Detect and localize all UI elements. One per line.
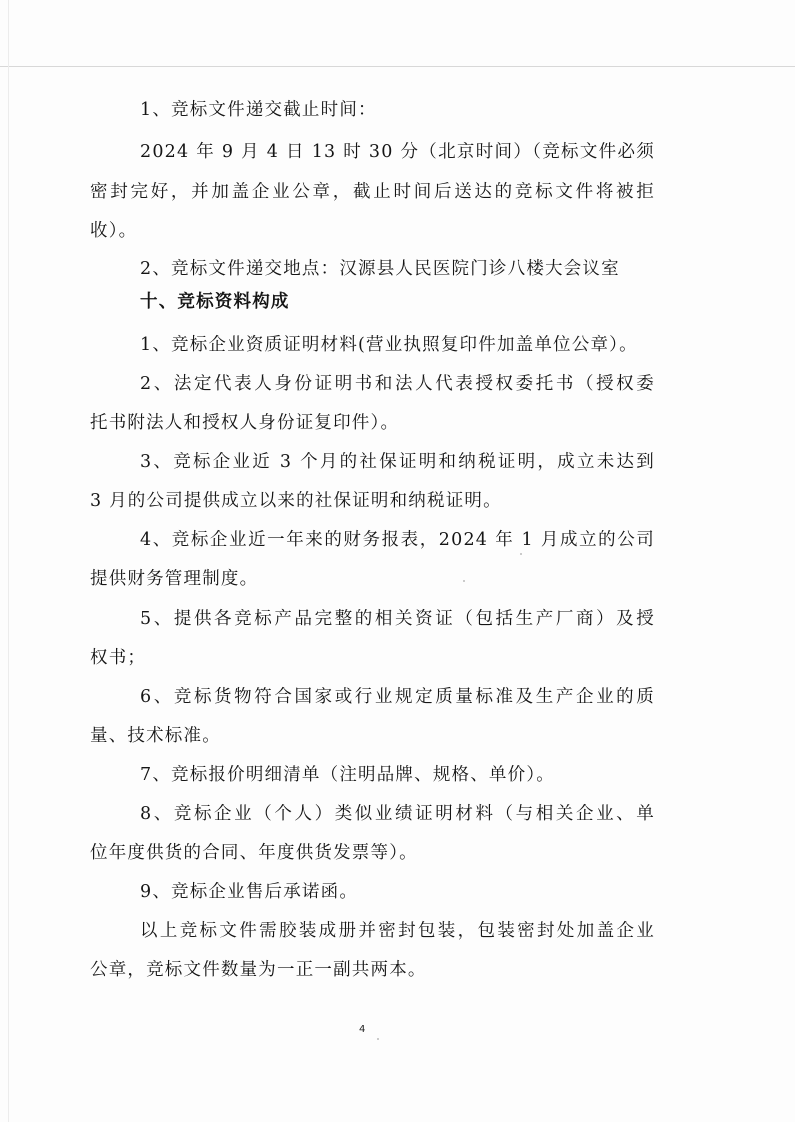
line-item-6-continued: 量、技术标准。 (90, 726, 221, 746)
scan-speck (377, 1038, 379, 1040)
line-item-7: 7、竞标报价明细清单（注明品牌、规格、单价）。 (140, 765, 555, 785)
line-item-4: 4、竞标企业近一年来的财务报表，2024 年 1 月成立的公司 (140, 530, 655, 550)
line-item-1: 1、竞标企业资质证明材料(营业执照复印件加盖单位公章）。 (140, 335, 638, 355)
scan-edge-left (8, 0, 9, 1122)
scan-speck (463, 580, 465, 582)
line-item-2: 2、法定代表人身份证明书和法人代表授权委托书（授权委 (140, 374, 655, 394)
line-item-4-continued: 提供财务管理制度。 (90, 569, 259, 589)
line-item-6: 6、竞标货物符合国家或行业规定质量标准及生产企业的质 (140, 687, 655, 707)
line-deadline-time: 2024 年 9 月 4 日 13 时 30 分（北京时间）（竞标文件必须 (140, 142, 655, 162)
line-item-9: 9、竞标企业售后承诺函。 (140, 882, 359, 902)
line-submission-deadline-title: 1、竞标文件递交截止时间： (140, 100, 377, 120)
scan-edge-top (0, 66, 795, 67)
scan-speck (520, 553, 522, 555)
line-item-8: 8、竞标企业（个人）类似业绩证明材料（与相关企业、单 (140, 804, 655, 824)
line-item-3: 3、竞标企业近 3 个月的社保证明和纳税证明，成立未达到 (140, 452, 655, 472)
line-item-3-continued: 3 月的公司提供成立以来的社保证明和纳税证明。 (90, 491, 502, 511)
line-item-2-continued: 托书附法人和授权人身份证复印件）。 (90, 413, 400, 433)
line-closing-note-continued: 公章，竞标文件数量为一正一副共两本。 (90, 960, 427, 980)
line-submission-location: 2、竞标文件递交地点：汉源县人民医院门诊八楼大会议室 (140, 259, 620, 279)
line-item-5: 5、提供各竞标产品完整的相关资证（包括生产厂商）及授 (140, 609, 655, 629)
section-heading-materials: 十、竞标资料构成 (140, 292, 290, 312)
line-item-5-continued: 权书； (90, 648, 147, 668)
line-closing-note: 以上竞标文件需胶装成册并密封包装，包装密封处加盖企业 (140, 921, 655, 941)
page-number: 4 (359, 1024, 366, 1035)
line-deadline-end: 收）。 (90, 221, 138, 241)
line-deadline-sealing: 密封完好，并加盖企业公章，截止时间后送达的竞标文件将被拒 (90, 182, 655, 202)
line-item-8-continued: 位年度供货的合同、年度供货发票等）。 (90, 843, 418, 863)
